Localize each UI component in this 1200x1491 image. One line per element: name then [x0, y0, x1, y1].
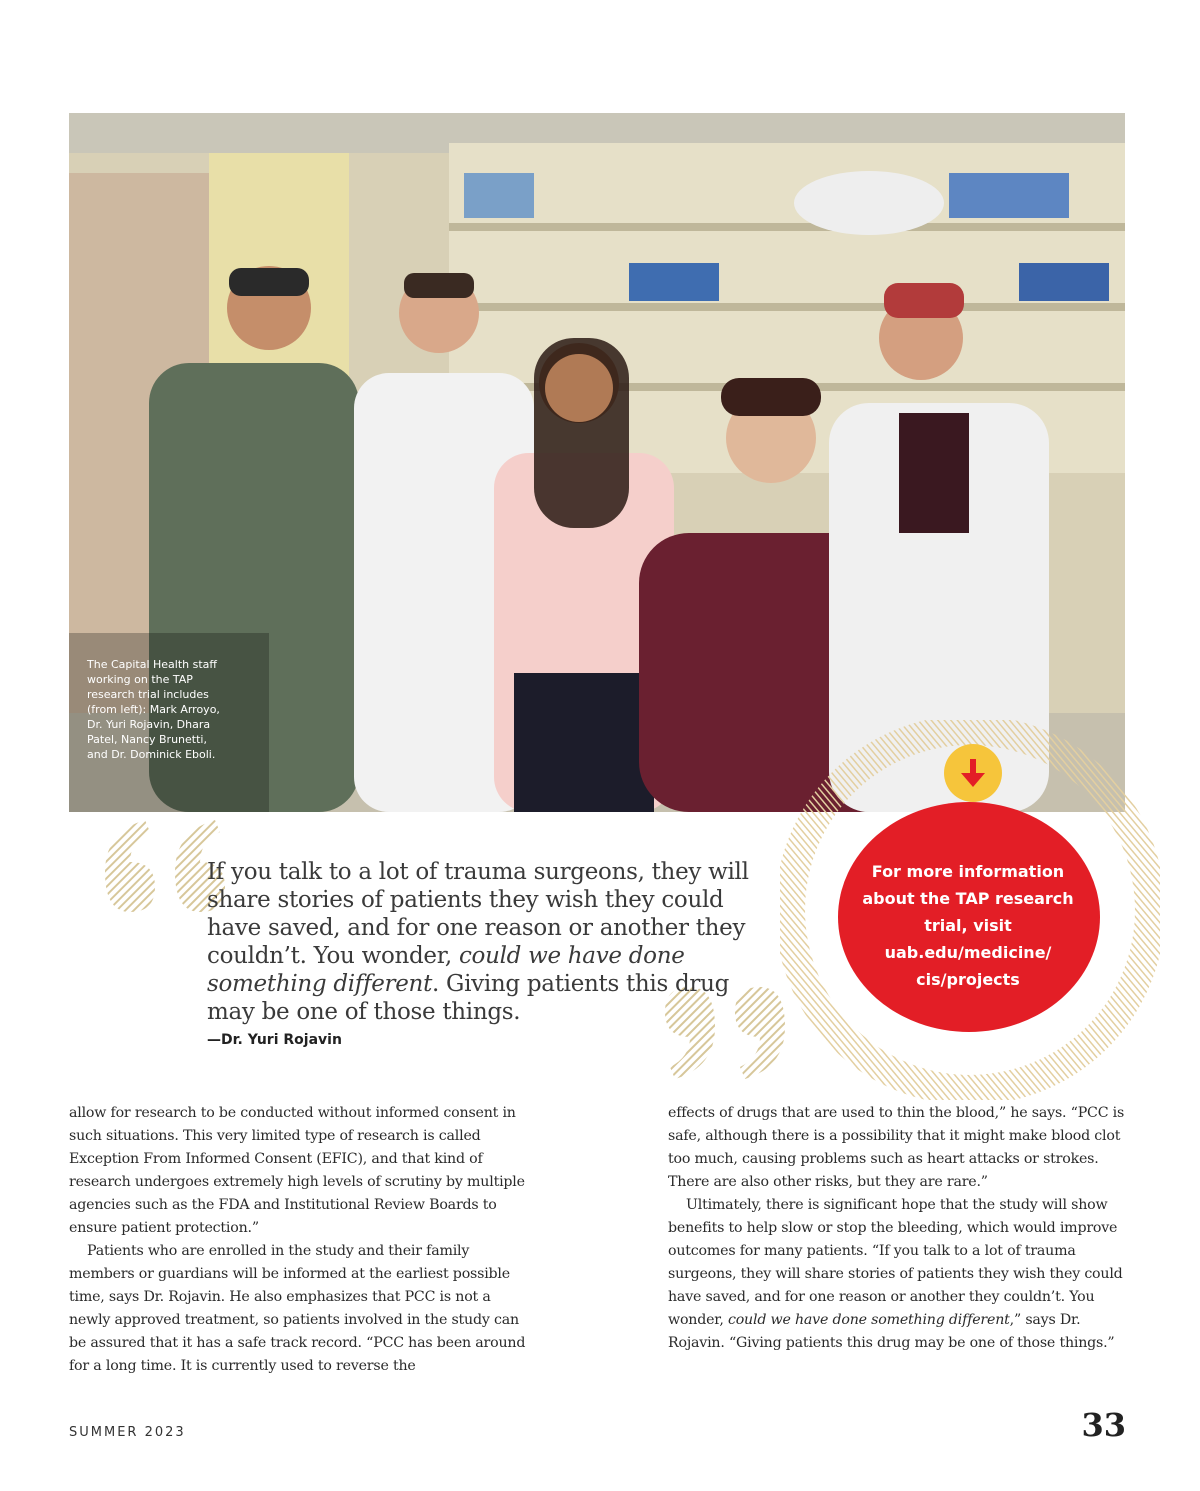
info-link[interactable]: cis/projects — [916, 970, 1020, 989]
info-line: For more information — [871, 862, 1065, 881]
photo-illustration — [69, 113, 1125, 812]
paragraph-text: Ultimately, there is significant hope that the study will show benefits to help slow or stop the bleeding, which would improve outcomes for many patients. “If you talk to a lot of trauma surgeons, they will share stories of patients they wish they could have saved, and for one reason or another they couldn’t. You wonder, — [668, 1197, 1123, 1328]
photo-caption: The Capital Health staff working on the TAP research trial includes (from left): Mark Arroyo, Dr. Yuri Rojavin, Dhara Patel, Nancy Brunetti, and Dr. Dominick Eboli. — [87, 658, 220, 761]
arrow-down-icon — [959, 757, 987, 789]
info-line: about the TAP research — [862, 889, 1074, 908]
paragraph: effects of drugs that are used to thin the blood,” he says. “PCC is safe, although there is a possibility that it might make blood clot too much, causing problems such as heart attacks or strokes. There are also other risks, but they are rare.” — [668, 1105, 1125, 1190]
info-box-text — [852, 858, 1084, 993]
info-link[interactable]: uab.edu/medicine/ — [884, 943, 1052, 962]
page-number: 33 — [1081, 1406, 1126, 1444]
quote-attribution: —Dr. Yuri Rojavin — [207, 1032, 342, 1048]
pull-quote-italic: could we have done something different — [207, 943, 685, 997]
column-right — [668, 1102, 1128, 1355]
paragraph: allow for research to be conducted without informed consent in such situations. This very limited type of research is called Exception From Informed Consent (EFIC), and that kind of research undergoes extremely high levels of scrutiny by multiple agencies such as the FDA and Institutional Review Boards to ensure patient protection.” — [69, 1105, 525, 1236]
info-line: trial, visit — [924, 916, 1012, 935]
group-photo — [69, 113, 1125, 812]
pull-quote — [207, 858, 767, 1026]
pull-quote-text: If you talk to a lot of trauma surgeons, they will share stories of patients they wish they could have saved, and for one reason or another they couldn’t. You wonder, — [207, 859, 749, 969]
paragraph — [668, 1194, 1128, 1355]
paragraph: Patients who are enrolled in the study and their family members or guardians will be informed at the earliest possible time, says Dr. Rojavin. He also emphasizes that PCC is not a newly approved treatment, so patients involved in the study can be assured that it has a safe track record. “PCC has been around for a long time. It is currently used to reverse the — [69, 1243, 526, 1374]
down-arrow-button — [944, 744, 1002, 802]
column-left — [69, 1102, 529, 1378]
pull-quote-text-end: . Giving patients this drug may be one of those things. — [207, 971, 730, 1025]
paragraph-text-end: ,” says Dr. Rojavin. “Giving patients this drug may be one of those things.” — [668, 1312, 1115, 1351]
issue-label: SUMMER 2023 — [69, 1425, 186, 1440]
paragraph-italic: could we have done something different — [727, 1312, 1010, 1328]
